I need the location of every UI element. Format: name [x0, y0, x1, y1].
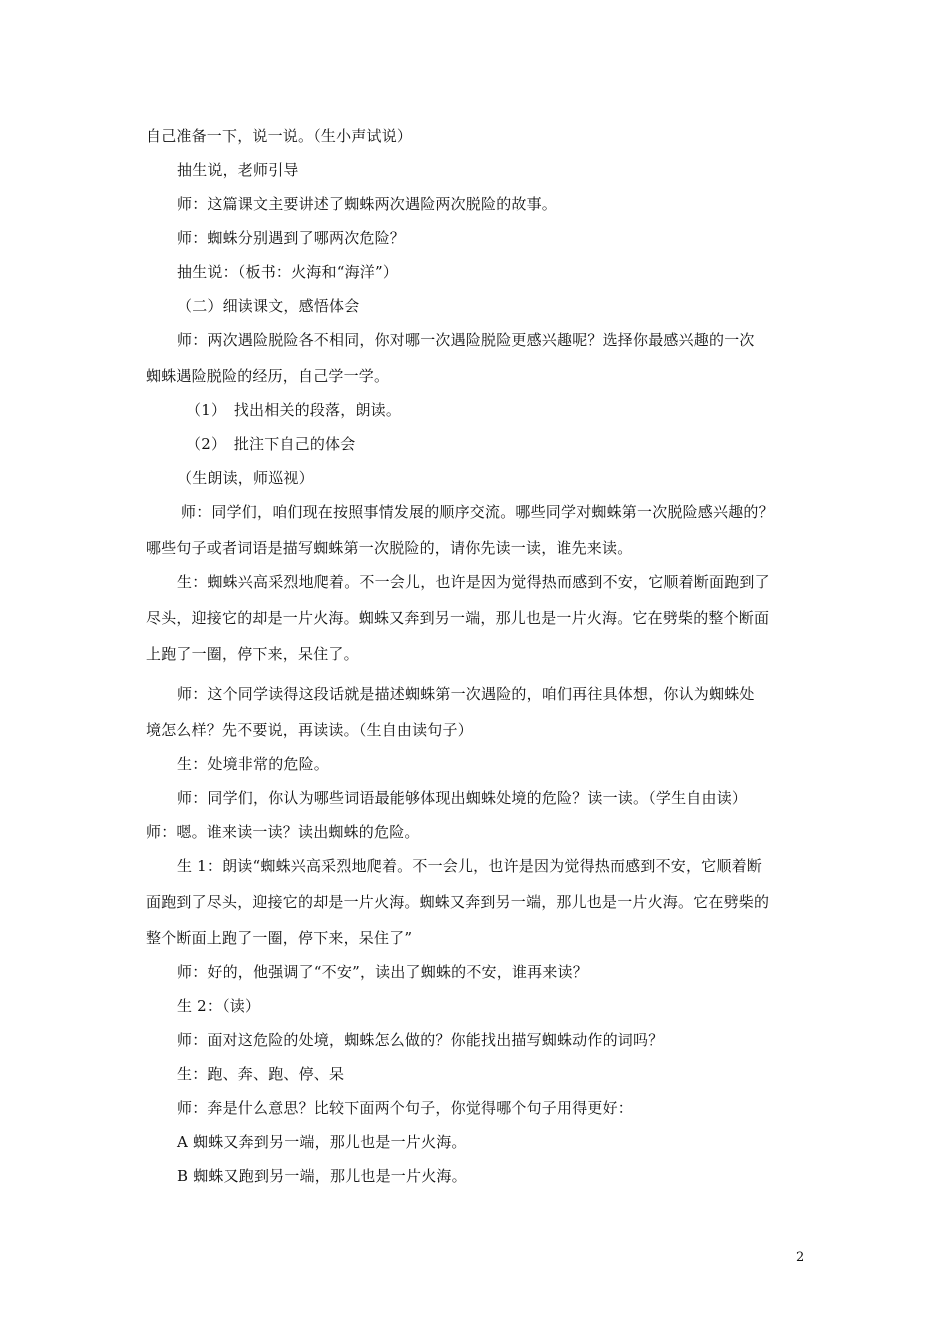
text-line: 师：同学们，你认为哪些词语最能够体现出蜘蛛处境的危险？读一读。（学生自由读）	[177, 789, 748, 807]
text-line: 师：两次遇险脱险各不相同，你对哪一次遇险脱险更感兴趣呢？选择你最感兴趣的一次	[177, 331, 755, 349]
text-line: 师：嗯。谁来读一读？读出蜘蛛的危险。	[146, 823, 420, 841]
text-line: 生 2：（读）	[177, 997, 261, 1015]
text-line: 师：奔是什么意思？比较下面两个句子，你觉得哪个句子用得更好：	[177, 1099, 634, 1117]
text-line: （生朗读，师巡视）	[177, 469, 314, 487]
text-line: A 蜘蛛又奔到另一端，那儿也是一片火海。	[177, 1133, 467, 1151]
text-line: 自己准备一下，说一说。（生小声试说）	[146, 127, 413, 145]
text-line: 师：这篇课文主要讲述了蜘蛛两次遇险两次脱险的故事。	[177, 195, 558, 213]
text-line: 蜘蛛遇险脱险的经历，自己学一学。	[146, 367, 390, 385]
text-line: B 蜘蛛又跑到另一端，那儿也是一片火海。	[177, 1167, 467, 1185]
text-line: 整个断面上跑了一圈，停下来，呆住了”	[146, 929, 413, 947]
text-line: 生：蜘蛛兴高采烈地爬着。不一会儿，也许是因为觉得热而感到不安，它顺着断面跑到了	[177, 573, 770, 591]
text-line: 哪些句子或者词语是描写蜘蛛第一次脱险的，请你先读一读，谁先来读。	[146, 539, 633, 557]
text-line: 师：蜘蛛分别遇到了哪两次危险？	[177, 229, 406, 247]
section-heading: （二）细读课文，感悟体会	[177, 297, 360, 315]
list-item: （1） 找出相关的段落，朗读。	[186, 401, 402, 419]
list-item: （2） 批注下自己的体会	[186, 435, 356, 453]
text-line: 面跑到了尽头，迎接它的却是一片火海。蜘蛛又奔到另一端，那儿也是一片火海。它在劈柴的	[146, 893, 770, 911]
text-line: 抽生说：（板书：火海和“海洋”）	[177, 263, 399, 281]
text-line: 境怎么样？先不要说，再读读。（生自由读句子）	[146, 721, 473, 739]
page-number: 2	[796, 1250, 805, 1265]
text-line: 师：这个同学读得这段话就是描述蜘蛛第一次遇险的，咱们再往具体想，你认为蜘蛛处	[177, 685, 755, 703]
text-line: 师：同学们，咱们现在按照事情发展的顺序交流。哪些同学对蜘蛛第一次脱险感兴趣的？	[181, 503, 774, 521]
text-line: 师：好的，他强调了“不安”，读出了蜘蛛的不安，谁再来读？	[177, 963, 588, 981]
text-line: 生：处境非常的危险。	[177, 755, 330, 773]
text-line: 上跑了一圈，停下来，呆住了。	[146, 645, 359, 663]
text-line: 生 1：朗读“蜘蛛兴高采烈地爬着。不一会儿，也许是因为觉得热而感到不安，它顺着断	[177, 857, 762, 875]
text-line: 尽头，迎接它的却是一片火海。蜘蛛又奔到另一端，那儿也是一片火海。它在劈柴的整个断面	[146, 609, 770, 627]
text-line: 师：面对这危险的处境，蜘蛛怎么做的？你能找出描写蜘蛛动作的词吗？	[177, 1031, 664, 1049]
text-line: 生：跑、奔、跑、停、呆	[177, 1065, 345, 1083]
text-line: 抽生说，老师引导	[177, 161, 299, 179]
